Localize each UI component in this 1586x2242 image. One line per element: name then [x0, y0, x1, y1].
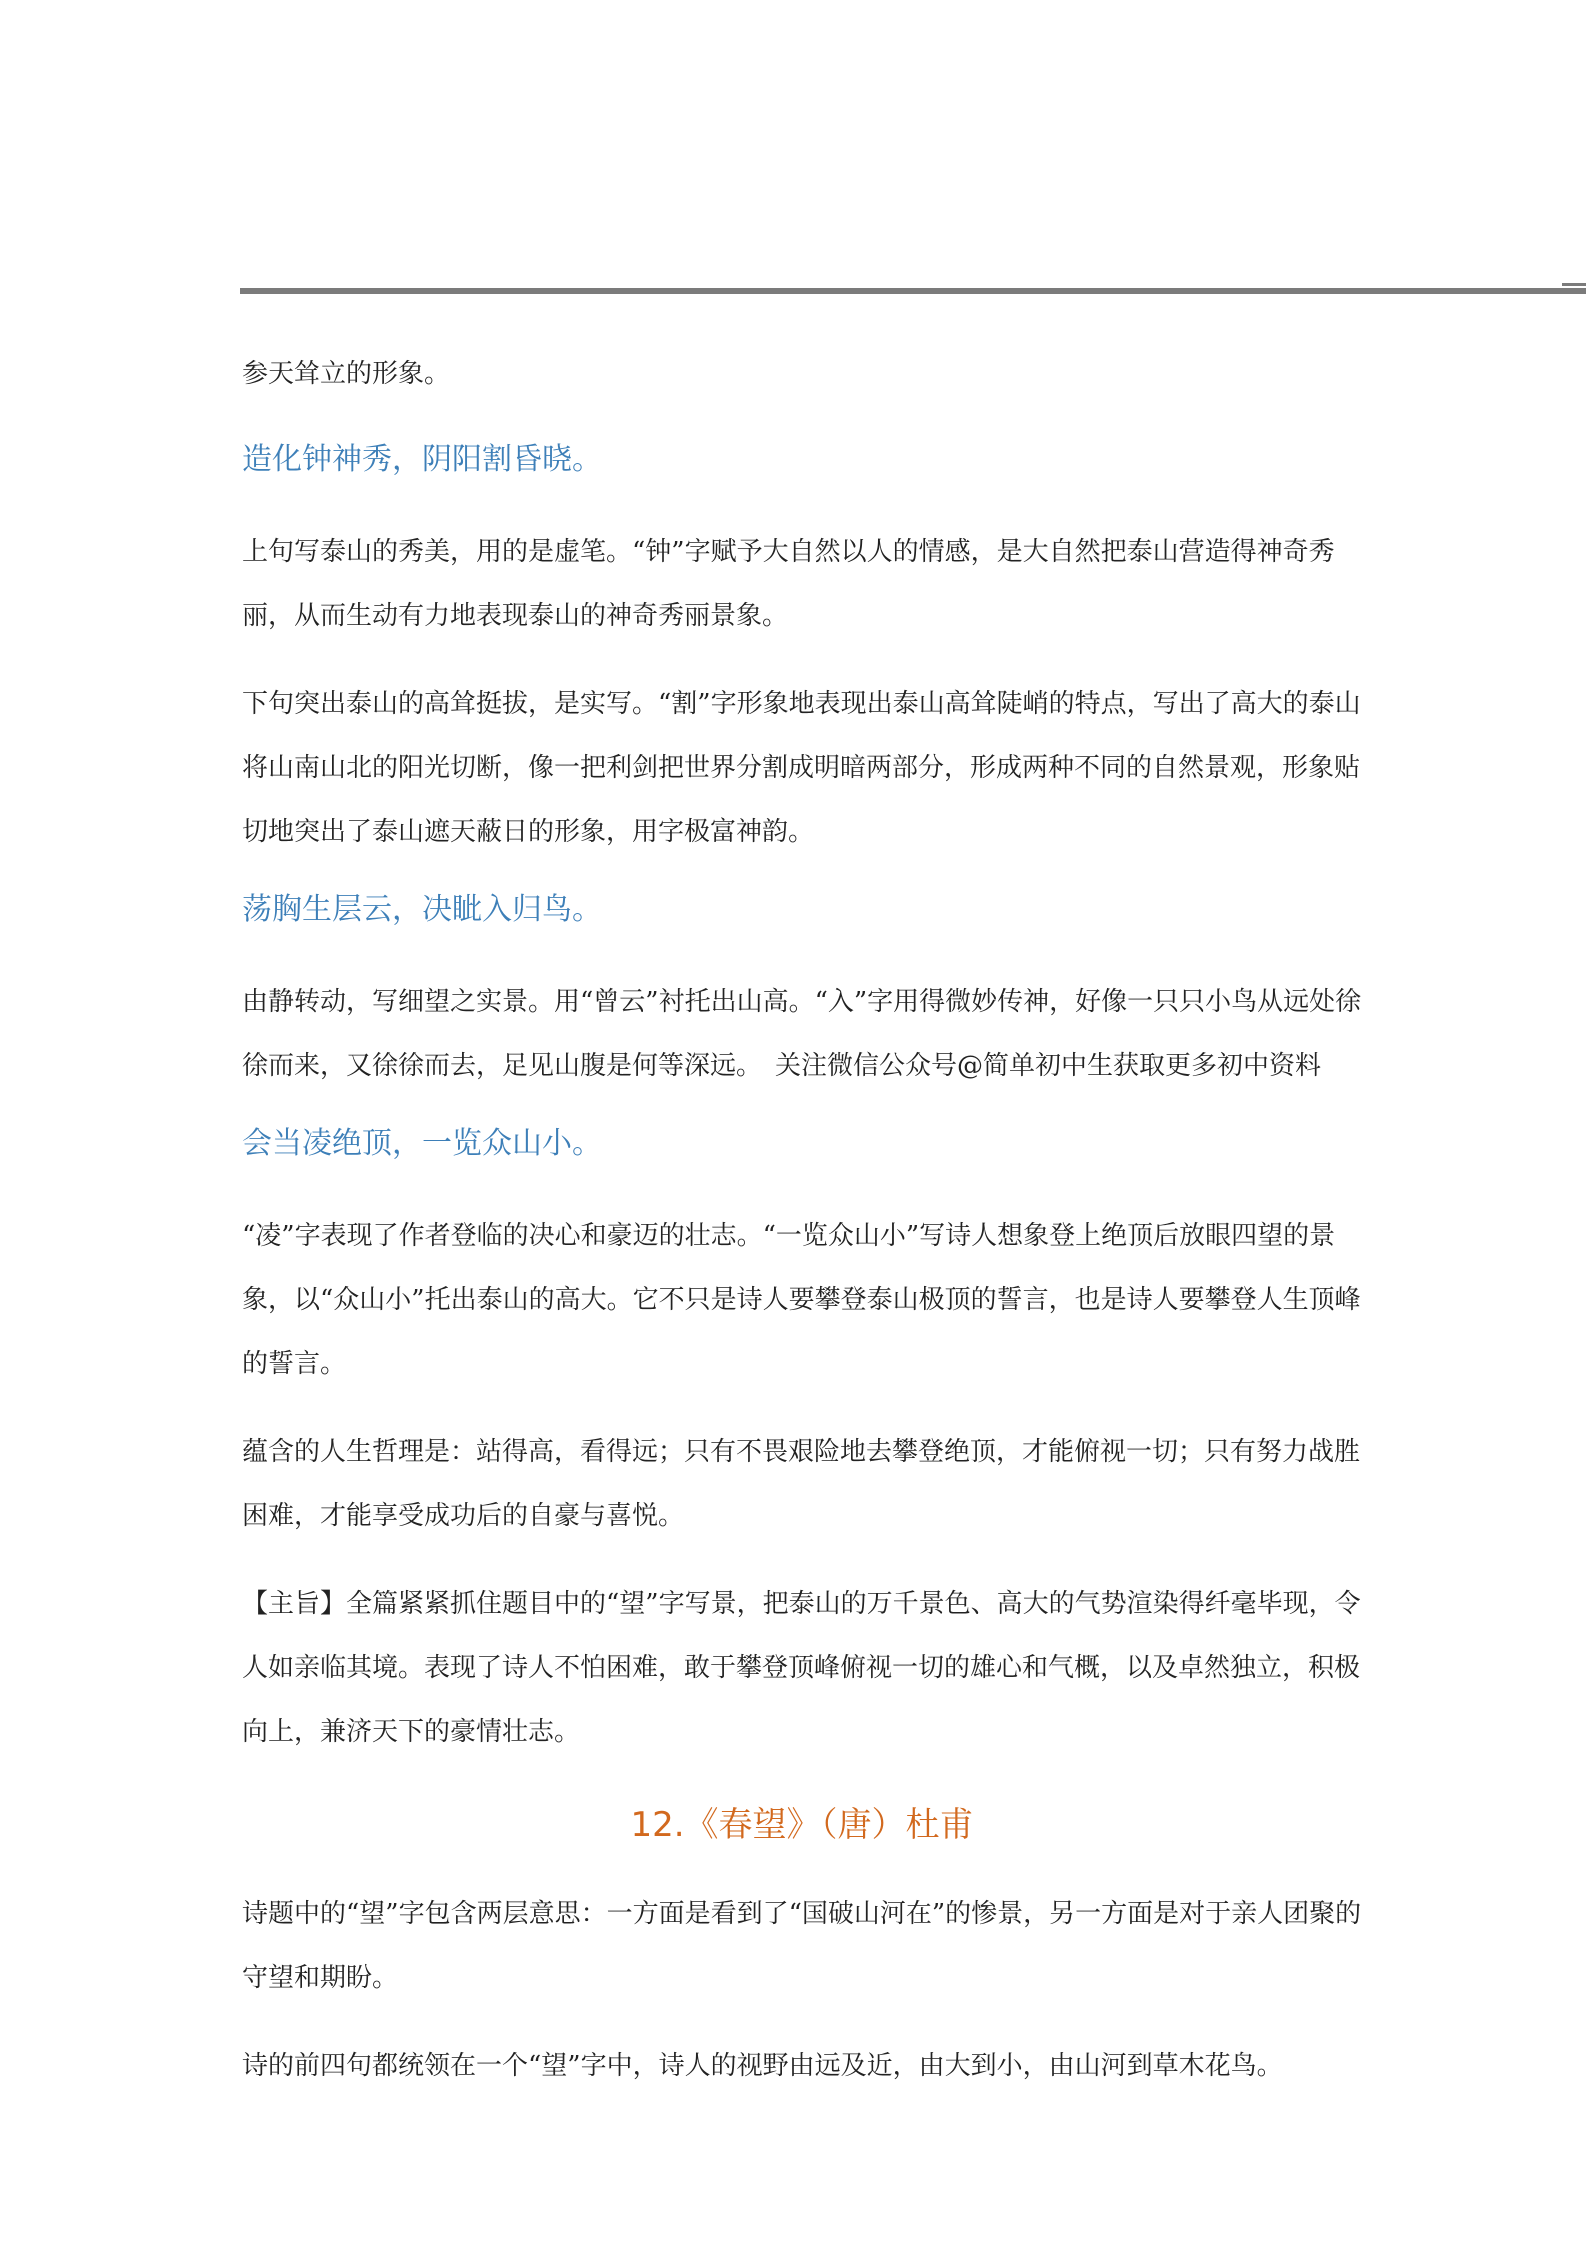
paragraph-analysis-3: 由静转动，写细望之实景。用“曾云”衬托出山高。“入”字用得微妙传神，好像一只只小鸟从远处徐徐而来，又徐徐而去，足见山腹是何等深远。 关注微信公众号@简单初中生获取更多初中资料: [242, 987, 1362, 1081]
section-title-text: 《春望》（唐）杜甫: [684, 1805, 974, 1845]
section-title: [242, 1800, 1362, 1850]
section-number: 12.: [630, 1805, 685, 1845]
header-rule-end: [1562, 283, 1586, 286]
paragraph-title-meaning: 诗题中的“望”字包含两层意思：一方面是看到了“国破山河在”的惨景，另一方面是对于亲人团聚的守望和期盼。: [242, 1899, 1362, 1993]
poem-line-heading-1: 造化钟神秀，阴阳割昏晓。: [242, 442, 602, 477]
paragraph-life-philosophy: 蕴含的人生哲理是：站得高，看得远；只有不畏艰险地去攀登绝顶，才能俯视一切；只有努力战胜困难，才能享受成功后的自豪与喜悦。: [242, 1437, 1361, 1531]
paragraph-first-four-lines: 诗的前四句都统领在一个“望”字中，诗人的视野由远及近，由大到小，由山河到草木花鸟。: [242, 2051, 1283, 2081]
paragraph-theme: 【主旨】全篇紧紧抓住题目中的“望”字写景，把泰山的万千景色、高大的气势渲染得纤毫毕现，令人如亲临其境。表现了诗人不怕困难，敢于攀登顶峰俯视一切的雄心和气概，以及卓然独立，积极向上，兼济天下的豪情壮志。: [242, 1589, 1361, 1747]
header-rule: [240, 288, 1586, 294]
poem-line-heading-3: 会当凌绝顶，一览众山小。: [242, 1126, 602, 1161]
document-body: [242, 342, 1362, 2122]
paragraph-continuation: 参天耸立的形象。: [242, 359, 451, 389]
paragraph-analysis-1: 上句写泰山的秀美，用的是虚笔。“钟”字赋予大自然以人的情感，是大自然把泰山营造得神奇秀丽，从而生动有力地表现泰山的神奇秀丽景象。: [242, 537, 1335, 631]
paragraph-analysis-2: 下句突出泰山的高耸挺拔，是实写。“割”字形象地表现出泰山高耸陡峭的特点，写出了高大的泰山将山南山北的阳光切断，像一把利剑把世界分割成明暗两部分，形成两种不同的自然景观，形象贴切地突出了泰山遮天蔽日的形象，用字极富神韵。: [242, 689, 1361, 847]
paragraph-analysis-4: “凌”字表现了作者登临的决心和豪迈的壮志。“一览众山小”写诗人想象登上绝顶后放眼四望的景象，以“众山小”托出泰山的高大。它不只是诗人要攀登泰山极顶的誓言，也是诗人要攀登人生顶峰的誓言。: [242, 1221, 1361, 1379]
poem-line-heading-2: 荡胸生层云，决眦入归鸟。: [242, 892, 602, 927]
